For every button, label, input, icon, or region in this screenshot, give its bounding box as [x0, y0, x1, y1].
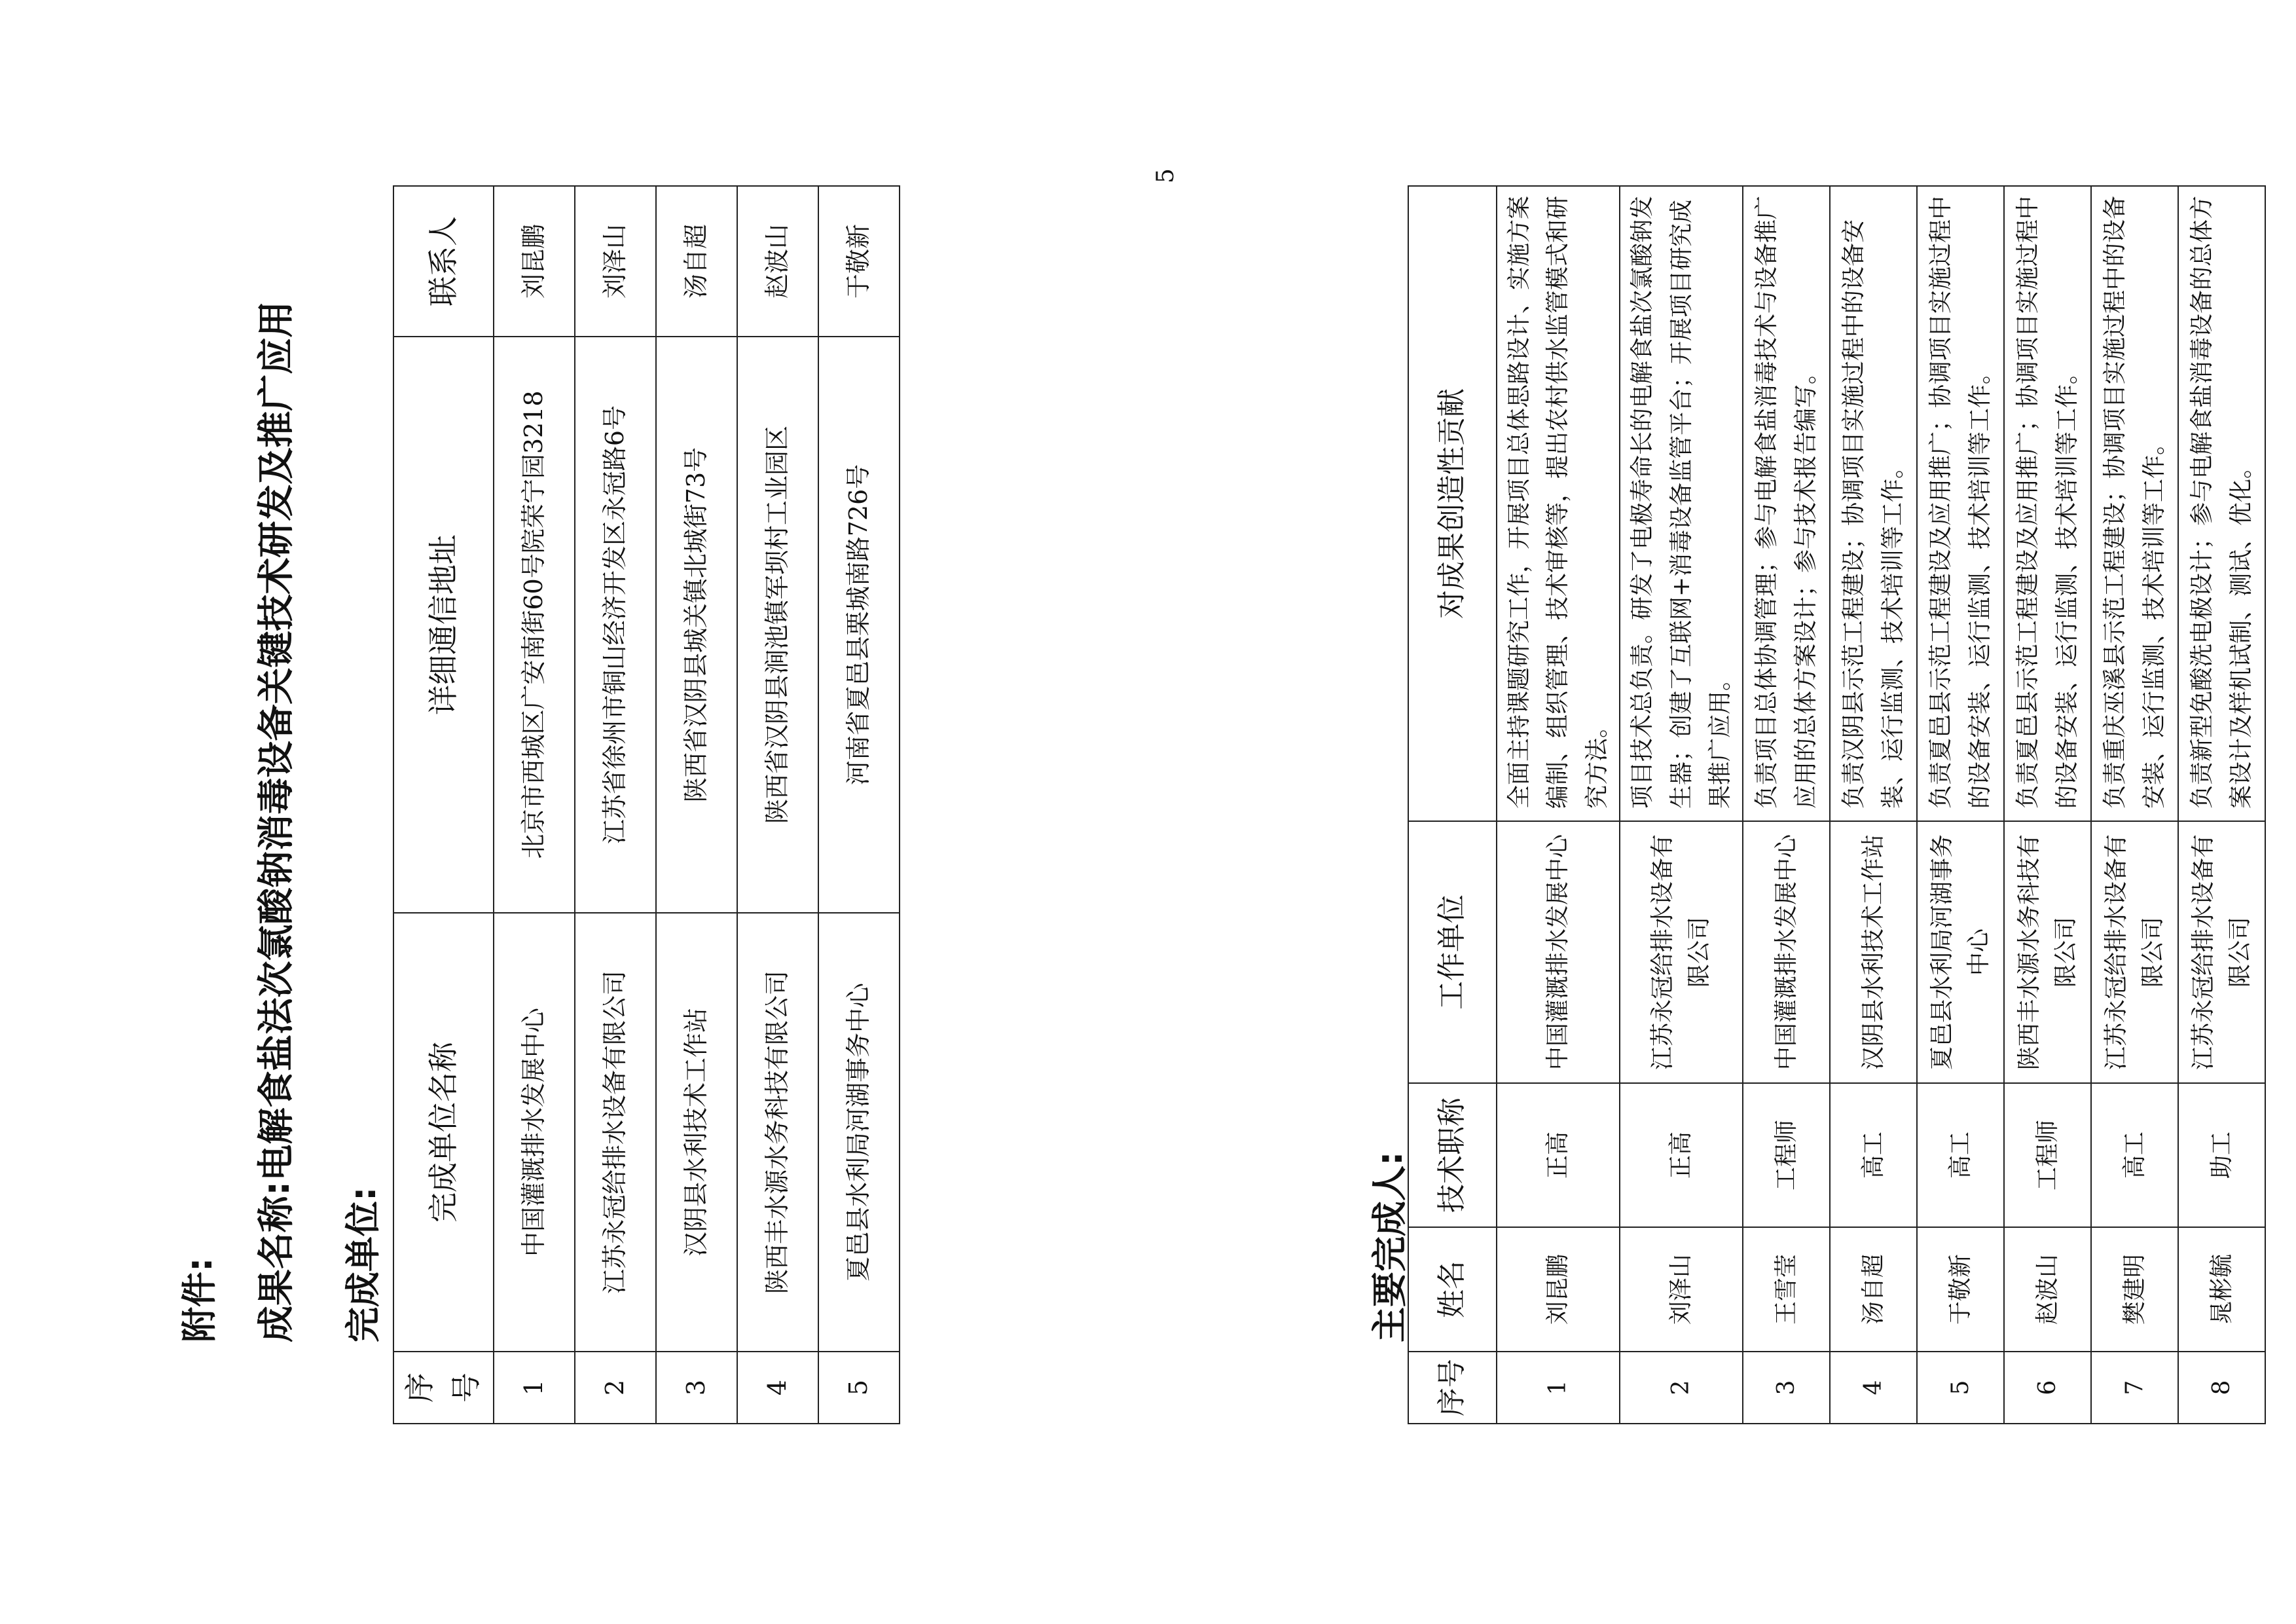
units-col-no: 序号: [393, 1352, 494, 1424]
units-row: [737, 186, 818, 1424]
person-name: 刘泽山: [1620, 1227, 1743, 1352]
person-no: 4: [1830, 1352, 1917, 1424]
person-org: 陕西丰水源水务科技有限公司: [2004, 821, 2091, 1083]
person-name: 汤自超: [1830, 1227, 1917, 1352]
person-contribution: 负责重庆巫溪县示范工程建设；协调项目实施过程中的设备安装、运行监测、技术培训等工作。: [2091, 186, 2178, 821]
page-number: 5: [1152, 168, 1179, 183]
person-name: 王雪莹: [1743, 1227, 1830, 1352]
person-org: 江苏永冠给排水设备有限公司: [2178, 821, 2265, 1083]
achievement-title: [247, 301, 300, 1342]
person-name: 于敬新: [1917, 1227, 2004, 1352]
person-title: 正高: [1497, 1083, 1620, 1227]
person-org: 夏邑县水利局河湖事务中心: [1917, 821, 2004, 1083]
people-col-org: 工作单位: [1408, 821, 1497, 1083]
person-contribution: 负责汉阴县示范工程建设；协调项目实施过程中的设备安装、运行监测、技术培训等工作。: [1830, 186, 1917, 821]
person-org: 江苏永冠给排水设备有限公司: [1620, 821, 1743, 1083]
unit-no: 1: [494, 1352, 575, 1424]
unit-address: 陕西省汉阴县涧池镇军坝村工业园区: [737, 337, 818, 913]
person-name: 晁彬毓: [2178, 1227, 2265, 1352]
person-no: 6: [2004, 1352, 2091, 1424]
person-title: 高工: [1830, 1083, 1917, 1227]
unit-contact: 于敬新: [818, 186, 900, 337]
units-header-row: [393, 186, 494, 1424]
person-contribution: 项目技术总负责。研发了电极寿命长的电解食盐次氯酸钠发生器；创建了互联网+消毒设备监管平台；开展项目研究成果推广应用。: [1620, 186, 1743, 821]
people-row: [1497, 186, 1620, 1424]
people-row: [2091, 186, 2178, 1424]
person-no: 2: [1620, 1352, 1743, 1424]
completion-units-table: [393, 185, 900, 1424]
person-contribution: 负责夏邑县示范工程建设及应用推广；协调项目实施过程中的设备安装、运行监测、技术培训等工作。: [2004, 186, 2091, 821]
people-row: [1620, 186, 1743, 1424]
person-no: 7: [2091, 1352, 2178, 1424]
units-heading: 完成单位:: [342, 1187, 384, 1342]
people-col-title: 技术职称: [1408, 1083, 1497, 1227]
person-name: 刘昆鹏: [1497, 1227, 1620, 1352]
unit-no: 4: [737, 1352, 818, 1424]
attachment-label: 附件:: [179, 1257, 220, 1342]
person-org: 中国灌溉排水发展中心: [1743, 821, 1830, 1083]
unit-no: 3: [656, 1352, 737, 1424]
person-title: 高工: [1917, 1083, 2004, 1227]
person-org: 中国灌溉排水发展中心: [1497, 821, 1620, 1083]
unit-contact: 刘昆鹏: [494, 186, 575, 337]
person-no: 1: [1497, 1352, 1620, 1424]
people-row: [2004, 186, 2091, 1424]
main-contributors-table: [1408, 185, 2266, 1424]
person-title: 助工: [2178, 1083, 2265, 1227]
people-row: [1830, 186, 1917, 1424]
unit-name: 中国灌溉排水发展中心: [494, 913, 575, 1352]
person-contribution: 负责项目总体协调管理；参与电解食盐消毒技术与设备推广应用的总体方案设计；参与技术报告编写。: [1743, 186, 1830, 821]
person-org: 汉阴县水利技术工作站: [1830, 821, 1917, 1083]
unit-address: 江苏省徐州市铜山经济开发区永冠路6号: [575, 337, 656, 913]
unit-contact: 赵波山: [737, 186, 818, 337]
unit-address: 北京市西城区广安南街60号院荣宁园3218: [494, 337, 575, 913]
person-no: 5: [1917, 1352, 2004, 1424]
units-col-address: 详细通信地址: [393, 337, 494, 913]
unit-name: 江苏永冠给排水设备有限公司: [575, 913, 656, 1352]
units-col-contact: 联系人: [393, 186, 494, 337]
unit-contact: 汤自超: [656, 186, 737, 337]
person-org: 江苏永冠给排水设备有限公司: [2091, 821, 2178, 1083]
title-label: 成果名称:: [255, 1181, 298, 1342]
person-contribution: 负责新型免酸洗电极设计；参与电解食盐消毒设备的总体方案设计及样机试制、测试、优化。: [2178, 186, 2265, 821]
units-row: [818, 186, 900, 1424]
person-title: 工程师: [1743, 1083, 1830, 1227]
people-col-name: 姓名: [1408, 1227, 1497, 1352]
title-value: 电解食盐法次氯酸钠消毒设备关键技术研发及推广应用: [255, 301, 298, 1181]
person-name: 赵波山: [2004, 1227, 2091, 1352]
unit-contact: 刘泽山: [575, 186, 656, 337]
person-name: 樊建明: [2091, 1227, 2178, 1352]
people-header-row: [1408, 186, 1497, 1424]
person-no: 8: [2178, 1352, 2265, 1424]
units-row: [494, 186, 575, 1424]
people-row: [2178, 186, 2265, 1424]
person-contribution: 负责夏邑县示范工程建设及应用推广；协调项目实施过程中的设备安装、运行监测、技术培训等工作。: [1917, 186, 2004, 821]
unit-name: 夏邑县水利局河湖事务中心: [818, 913, 900, 1352]
people-col-no: 序号: [1408, 1352, 1497, 1424]
person-title: 工程师: [2004, 1083, 2091, 1227]
units-row: [575, 186, 656, 1424]
people-heading: 主要完成人:: [1369, 1151, 1410, 1342]
unit-name: 汉阴县水利技术工作站: [656, 913, 737, 1352]
unit-no: 5: [818, 1352, 900, 1424]
person-title: 正高: [1620, 1083, 1743, 1227]
people-row: [1743, 186, 1830, 1424]
unit-address: 河南省夏邑县栗城南路726号: [818, 337, 900, 913]
units-row: [656, 186, 737, 1424]
unit-address: 陕西省汉阴县城关镇北城街73号: [656, 337, 737, 913]
people-col-contribution: 对成果创造性贡献: [1408, 186, 1497, 821]
people-row: [1917, 186, 2004, 1424]
person-no: 3: [1743, 1352, 1830, 1424]
unit-name: 陕西丰水源水务科技有限公司: [737, 913, 818, 1352]
units-col-name: 完成单位名称: [393, 913, 494, 1352]
person-title: 高工: [2091, 1083, 2178, 1227]
person-contribution: 全面主持课题研究工作，开展项目总体思路设计、实施方案编制、组织管理、技术审核等，提出农村供水监管模式和研究方法。: [1497, 186, 1620, 821]
unit-no: 2: [575, 1352, 656, 1424]
